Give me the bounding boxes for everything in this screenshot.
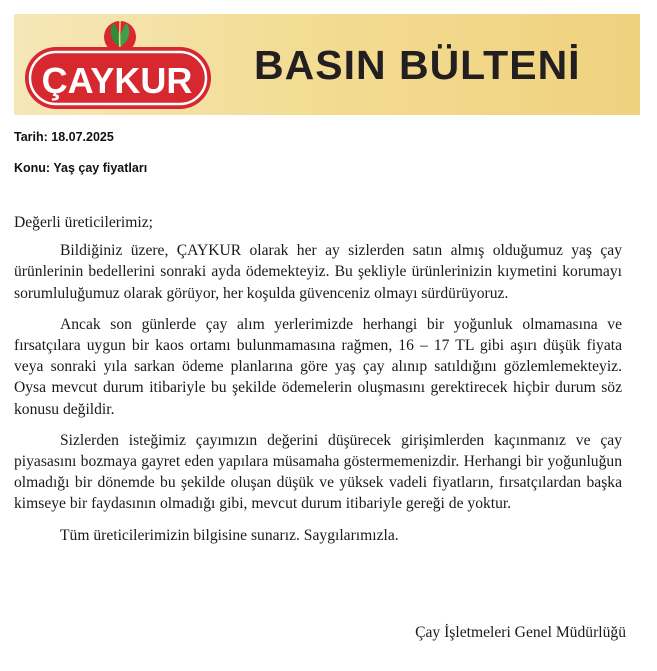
paragraph-3: Sizlerden isteğimiz çayımızın değerini düşürecek girişimlerden kaçınmanız ve çay piyasasını bozmaya gayret eden yapılara müsamaha göstermemenizdir. Herhangi bir yoğunluğun olmadığı bir dönemde bu şekilde oluşan düşük ve yüksek vadeli fiyatların, fırsatçılardan başka kimseye bir faydasının olmadığı gibi, mevcut durum itibariyle gereği de yoktur. bbox=[14, 431, 622, 513]
letter-body bbox=[14, 212, 622, 556]
logo-wordmark: ÇAYKUR bbox=[41, 60, 193, 101]
press-release-banner bbox=[14, 14, 640, 115]
caykur-logo bbox=[22, 17, 212, 113]
date-line: Tarih: 18.07.2025 bbox=[14, 130, 114, 144]
page-title: BASIN BÜLTENİ bbox=[254, 42, 581, 88]
caykur-logo-graphic bbox=[22, 17, 212, 113]
paragraph-1: Bildiğiniz üzere, ÇAYKUR olarak her ay sizlerden satın almış olduğumuz yaş çay ürünlerinin bedellerini sonraki ayda ödemekteyiz. Bu şekliyle ürünlerinizin kıymetini korumayı sorumluluğumuz olarak görüyor, her koşulda güvenceniz olmayı sürdürüyoruz. bbox=[14, 242, 622, 302]
paragraph-2: Ancak son günlerde çay alım yerlerimizde herhangi bir yoğunluk olmamasına ve fırsatçılara uygun bir kaos ortamı bulunmamasına rağmen, 16 – 17 TL gibi aşırı düşük fiyata veya sonraki yıla sarkan ödeme planlarına göre yaş çay alınıp satıldığını gözlemlemekteyiz. Oysa mevcut durum itibariyle bu şekilde ödemelerin oluşmasını gerektirecek hiçbir durum söz konusu değildir. bbox=[14, 315, 622, 418]
closing-line: Tüm üreticilerimizin bilgisine sunarız. Saygılarımızla. bbox=[60, 526, 399, 544]
salutation: Değerli üreticilerimiz; bbox=[14, 214, 153, 231]
subject-line: Konu: Yaş çay fiyatları bbox=[14, 161, 148, 175]
signature: Çay İşletmeleri Genel Müdürlüğü bbox=[415, 624, 626, 641]
